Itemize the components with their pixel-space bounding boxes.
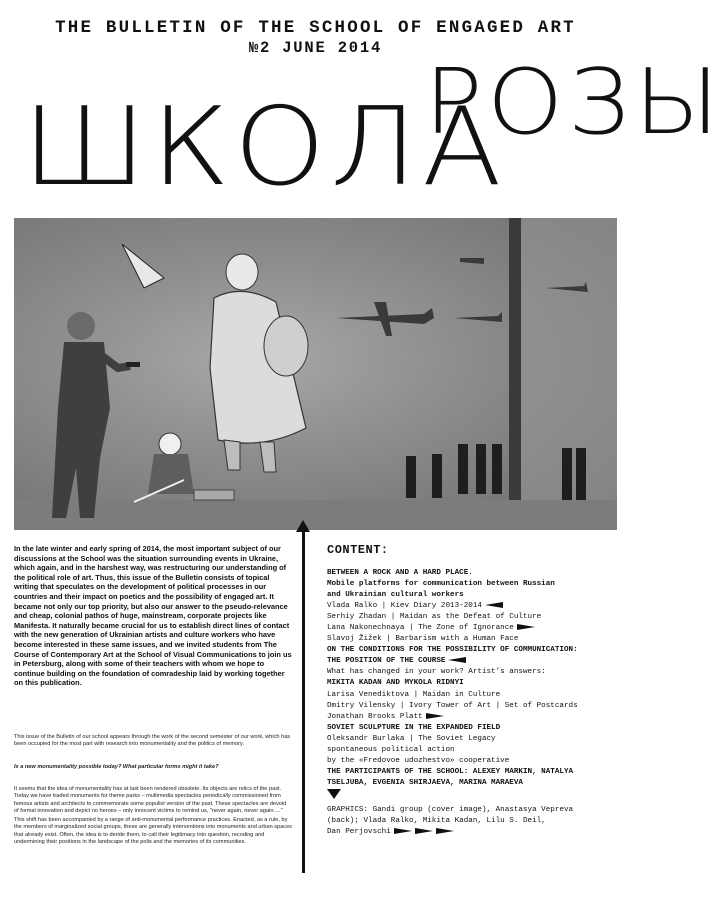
logo-word-rozy: РОЗЫ [424,50,724,155]
pillar [509,218,521,530]
contents-item: SOVIET SCULPTURE IN THE EXPANDED FIELD [327,723,501,732]
cover-photo-drawing [14,218,617,530]
contents-item: ON THE CONDITIONS FOR THE POSSIBILITY OF COMMUNICATION: [327,646,578,655]
contents-item: Jonathan Brooks Platt [327,712,619,723]
contents-item: TSELJUBA, EVGENIA SHIRJAEVA, MARINA MARAEVA [327,778,523,787]
child-figure-drawing [134,433,234,502]
intro-paragraph: In the late winter and early spring of 2014, the most important subject of our discussions at the School was the situation surrounding events in Ukraine, which again, and in the harshest way, was restructuring our understanding of the political role of art. Thus, this issue of the Bulletin consists of topical writing that speculates on the development of political processes in our countries and their impact on poetics and the possibility of engaged art. It became not only our top priority, but also our answer to the pseudo-relevance and cheap, colonial pathos of huge, mainstream, corporate projects like Manifesta. It naturally became crucial for us to establish direct lines of contact with the new generation of Ukrainian artists and culture workers who have become interested in these same issues, and we invited students from The Course of Contemporary Art at the School of Visual Communications to join us in Petersburg, along with some of their teachers with whom we hope to continue building on the foundation of comradeship laid by working together on this publication. [14,544,292,688]
contents-item: spontaneous political action [327,745,455,754]
arrow-right-icon [394,828,412,834]
contents-heading: CONTENT: [327,543,389,557]
arrow-left-icon [448,657,466,663]
contents-item: Lana Nakonechnaya | The Zone of Ignorance [327,623,619,634]
triangle-down-icon [327,789,341,799]
body-paragraph: It seems that the idea of monumentality has at last been rendered obsolete. Its objects are relics of the past. Today we have traded monuments for theme parks – multimedia spectacles periodically commissioned from famous artists and architects to commemorate some populist version of the past. These spectacles are devoid of formal innovation and depict no heroes – only innocent victims to remind us, "never again, never again…." [14,786,287,814]
mother-figure-drawing [210,254,308,472]
contents-item: THE POSITION OF THE COURSE [327,656,619,667]
contents-item: Mobile platforms for communication between Russian [327,580,555,589]
contents-item: GRAPHICS: Gandi group (cover image), Anastasya Vepreva [327,805,574,814]
contents-item: and Ukrainian cultural workers [327,591,464,600]
arrow-right-icon [426,713,444,719]
contents-item: Vlada Ralko | Kiev Diary 2013-2014 [327,601,619,612]
contents-item: What has changed in your work? Artist’s answers: [327,668,546,677]
contents-item: Slavoj Žižek | Barbarism with a Human Face [327,635,519,644]
contents-item: Serhiy Zhadan | Maidan as the Defeat of Culture [327,613,542,622]
contents-item: Dmitry Vilensky | Ivory Tower of Art | Set of Postcards [327,701,578,710]
column-divider [302,528,305,873]
contents-list [327,568,619,838]
arrow-right-icon [436,828,454,834]
contents-item: THE PARTICIPANTS OF THE SCHOOL: ALEXEY MARKIN, NATALYA [327,767,574,776]
boy-figure-drawing [52,312,140,518]
logo-word-shkola: ШКОЛА [22,85,507,210]
cover-photo [14,218,617,530]
contents-spacer [327,789,619,805]
contents-item: Oleksandr Burlaka | The Soviet Legacy [327,734,496,743]
arrow-right-icon [517,624,535,630]
body-paragraph: This issue of the Bulletin of our school appears through the work of the second semester of our work, which has been occupied for the most part with research into monumentality and the politics of memory. [14,734,291,748]
contents-item: MIKITA KADAN AND MYKOLA RIDNYI [327,679,464,688]
arrow-right-icon [415,828,433,834]
kite-drawing [122,244,164,288]
contents-item: Dan Perjovschi [327,827,619,838]
body-paragraph: This shift has been accompanied by a range of anti-monumental performance practices. Enacted, as a rule, by the members of marginalized social groups, these are generally interventions into monuments and urban spaces that already exist. Often, the idea is to deride them, to call their legitimacy into question, recoding and undermining their positions in the landscape of the polis and the memories of its communities. [14,817,292,845]
contents-item: BETWEEN A ROCK AND A HARD PLACE. [327,569,473,577]
question-paragraph: Is a new monumentality possible today? What particular forms might it take? [14,764,219,770]
contents-item: (back); Vlada Ralko, Mikita Kadan, Lilu S. Deil, [327,816,546,825]
bulletin-title: THE BULLETIN OF THE SCHOOL OF ENGAGED ART [55,18,576,38]
contents-item: by the «Fredovoe udozhestvo» cooperative [327,756,510,765]
divider-arrowhead [296,520,310,532]
issue-number: №2 JUNE 2014 [248,39,383,57]
contents-item: Larisa Venediktova | Maidan in Culture [327,690,501,699]
arrow-left-icon [485,602,503,608]
